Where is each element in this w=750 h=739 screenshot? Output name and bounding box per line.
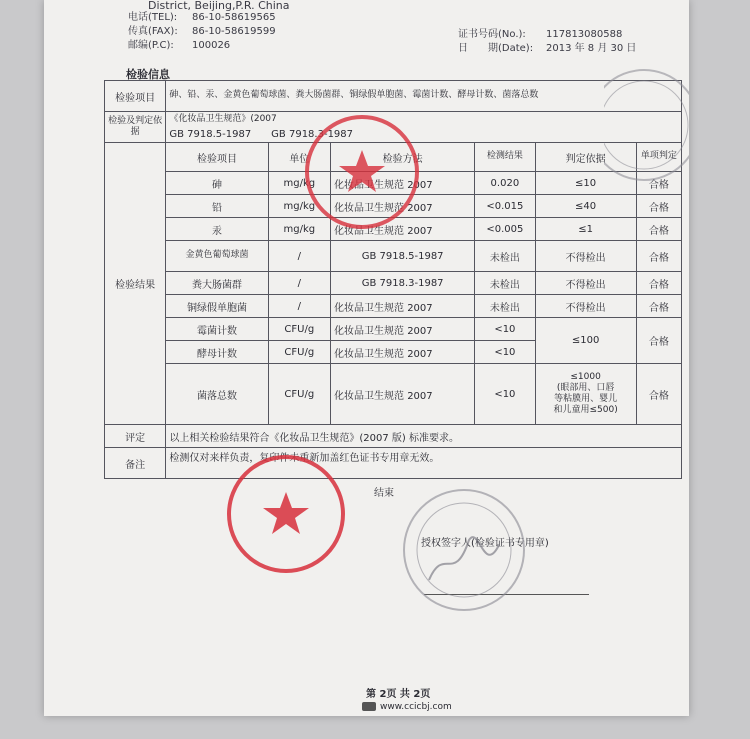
header-unit: 单位: [268, 143, 330, 172]
result-method: 化妆品卫生规范 2007: [331, 364, 475, 425]
header-item: 检验项目: [166, 143, 268, 172]
result-item: 铜绿假单胞菌: [166, 295, 268, 318]
items-row: [105, 81, 682, 112]
result-item: 汞: [166, 218, 268, 241]
header-result: 检测结果: [475, 143, 535, 172]
result-judgement: 合格: [636, 295, 681, 318]
result-item: 菌落总数: [166, 364, 268, 425]
section-title: 检验信息: [126, 68, 170, 81]
result-criterion: 不得检出: [535, 272, 636, 295]
address-line: District, Beijing,P.R. China: [148, 0, 290, 12]
red-company-stamp-top: [302, 112, 422, 232]
items-label: 检验项目: [105, 81, 166, 112]
cert-label: 证书号码(No.):: [458, 29, 526, 40]
red-company-stamp-bottom: [224, 452, 348, 576]
postcode-label: 邮编(P.C):: [128, 40, 174, 51]
result-criterion: 不得检出: [535, 295, 636, 318]
date-value: 2013 年 8 月 30 日: [546, 43, 637, 54]
remark-text: 检测仅对来样负责，复印件未重新加盖红色证书专用章无效。: [166, 448, 682, 479]
criterion-line: ≤1000: [570, 371, 601, 382]
result-method: 化妆品卫生规范 2007: [331, 218, 475, 241]
result-item: 霉菌计数: [166, 318, 268, 341]
result-method: 化妆品卫生规范 2007: [331, 195, 475, 218]
result-judgement: 合格: [636, 364, 681, 425]
result-unit: mg/kg: [268, 172, 330, 195]
result-value: <0.005: [475, 218, 535, 241]
result-judgement: 合格: [636, 272, 681, 295]
result-item: 砷: [166, 172, 268, 195]
result-unit: mg/kg: [268, 218, 330, 241]
basis-text-1: 《化妆品卫生规范》(2007: [169, 113, 277, 124]
result-value: <10: [475, 341, 535, 364]
table-row: [105, 241, 682, 272]
result-judgement: 合格: [636, 172, 681, 195]
criterion-line: (眼部用、口唇: [556, 382, 615, 393]
signature-label: 授权签字人(检验证书专用章): [421, 538, 549, 549]
shared-judgement: 合格: [636, 318, 681, 364]
cert-line: [458, 29, 622, 41]
signature-scribble-icon: [429, 537, 499, 580]
criterion-line: 和儿童用≤500): [553, 405, 618, 416]
date-label: 日 期(Date):: [458, 43, 534, 54]
result-judgement: 合格: [636, 218, 681, 241]
result-criterion: [535, 364, 636, 425]
fax-label: 传真(FAX):: [128, 26, 178, 37]
basis-label: 检验及判定依据: [105, 112, 166, 143]
result-item: 粪大肠菌群: [166, 272, 268, 295]
result-method: 化妆品卫生规范 2007: [331, 295, 475, 318]
result-unit: CFU/g: [268, 364, 330, 425]
results-label: 检验结果: [105, 143, 166, 425]
star-icon: [263, 492, 309, 534]
header-judgement: 单项判定: [636, 143, 681, 172]
result-unit: CFU/g: [268, 341, 330, 364]
result-value: 未检出: [475, 295, 535, 318]
result-method: 化妆品卫生规范 2007: [331, 172, 475, 195]
remark-label: 备注: [105, 448, 166, 479]
result-method: GB 7918.5-1987: [331, 241, 475, 272]
table-row: [105, 364, 682, 425]
result-item: 金黄色葡萄球菌: [166, 241, 268, 272]
grey-seal-edge: [604, 60, 689, 190]
result-value: <0.015: [475, 195, 535, 218]
ccic-logo-icon: [362, 702, 376, 711]
basis-text-2: GB 7918.5-1987 GB 7918.3-1987: [169, 129, 354, 141]
shared-criterion: ≤100: [535, 318, 636, 364]
result-method: 化妆品卫生规范 2007: [331, 318, 475, 341]
result-value: <10: [475, 364, 535, 425]
fax-value: 86-10-58619599: [192, 26, 276, 37]
table-row: [105, 318, 682, 341]
grey-testing-seal: [399, 485, 529, 615]
result-criterion: ≤10: [535, 172, 636, 195]
date-line: [458, 43, 636, 55]
result-unit: mg/kg: [268, 195, 330, 218]
result-judgement: 合格: [636, 241, 681, 272]
result-criterion: 不得检出: [535, 241, 636, 272]
table-row: [105, 272, 682, 295]
cert-value: 117813080588: [546, 29, 623, 40]
result-unit: CFU/g: [268, 318, 330, 341]
result-value: 未检出: [475, 241, 535, 272]
table-row: [105, 295, 682, 318]
tel-value: 86-10-58619565: [192, 12, 276, 23]
conclusion-row: [105, 425, 682, 448]
criterion-line: 等粘膜用、婴儿: [554, 394, 618, 404]
postcode-line: [128, 40, 230, 52]
result-method: 化妆品卫生规范 2007: [331, 341, 475, 364]
postcode-value: 100026: [192, 40, 231, 51]
tel-label: 电话(TEL):: [128, 12, 178, 23]
fax-line: [128, 26, 276, 38]
result-unit: /: [268, 272, 330, 295]
items-text: 砷、铅、汞、金黄色葡萄球菌、粪大肠菌群、铜绿假单胞菌、霉菌计数、酵母计数、菌落总数: [166, 81, 682, 112]
website-footer: [362, 702, 452, 712]
result-judgement: 合格: [636, 195, 681, 218]
header-criterion: 判定依据: [535, 143, 636, 172]
result-criterion: ≤1: [535, 218, 636, 241]
result-value: <10: [475, 318, 535, 341]
result-unit: /: [268, 241, 330, 272]
result-criterion: ≤40: [535, 195, 636, 218]
star-icon: [339, 150, 385, 192]
result-item: 酵母计数: [166, 341, 268, 364]
document-page: [44, 0, 689, 716]
page-number: 第 2页 共 2页: [366, 689, 431, 700]
website-url: www.ccicbj.com: [380, 702, 452, 712]
conclusion-text: 以上相关检验结果符合《化妆品卫生规范》(2007 版) 标准要求。: [166, 425, 682, 448]
result-item: 铅: [166, 195, 268, 218]
conclusion-label: 评定: [105, 425, 166, 448]
remark-row: [105, 448, 682, 479]
result-unit: /: [268, 295, 330, 318]
end-mark: 结束: [374, 488, 394, 499]
result-value: 未检出: [475, 272, 535, 295]
header-method: 检验方法: [331, 143, 475, 172]
tel-line: [128, 12, 276, 24]
result-value: 0.020: [475, 172, 535, 195]
result-method: GB 7918.3-1987: [331, 272, 475, 295]
